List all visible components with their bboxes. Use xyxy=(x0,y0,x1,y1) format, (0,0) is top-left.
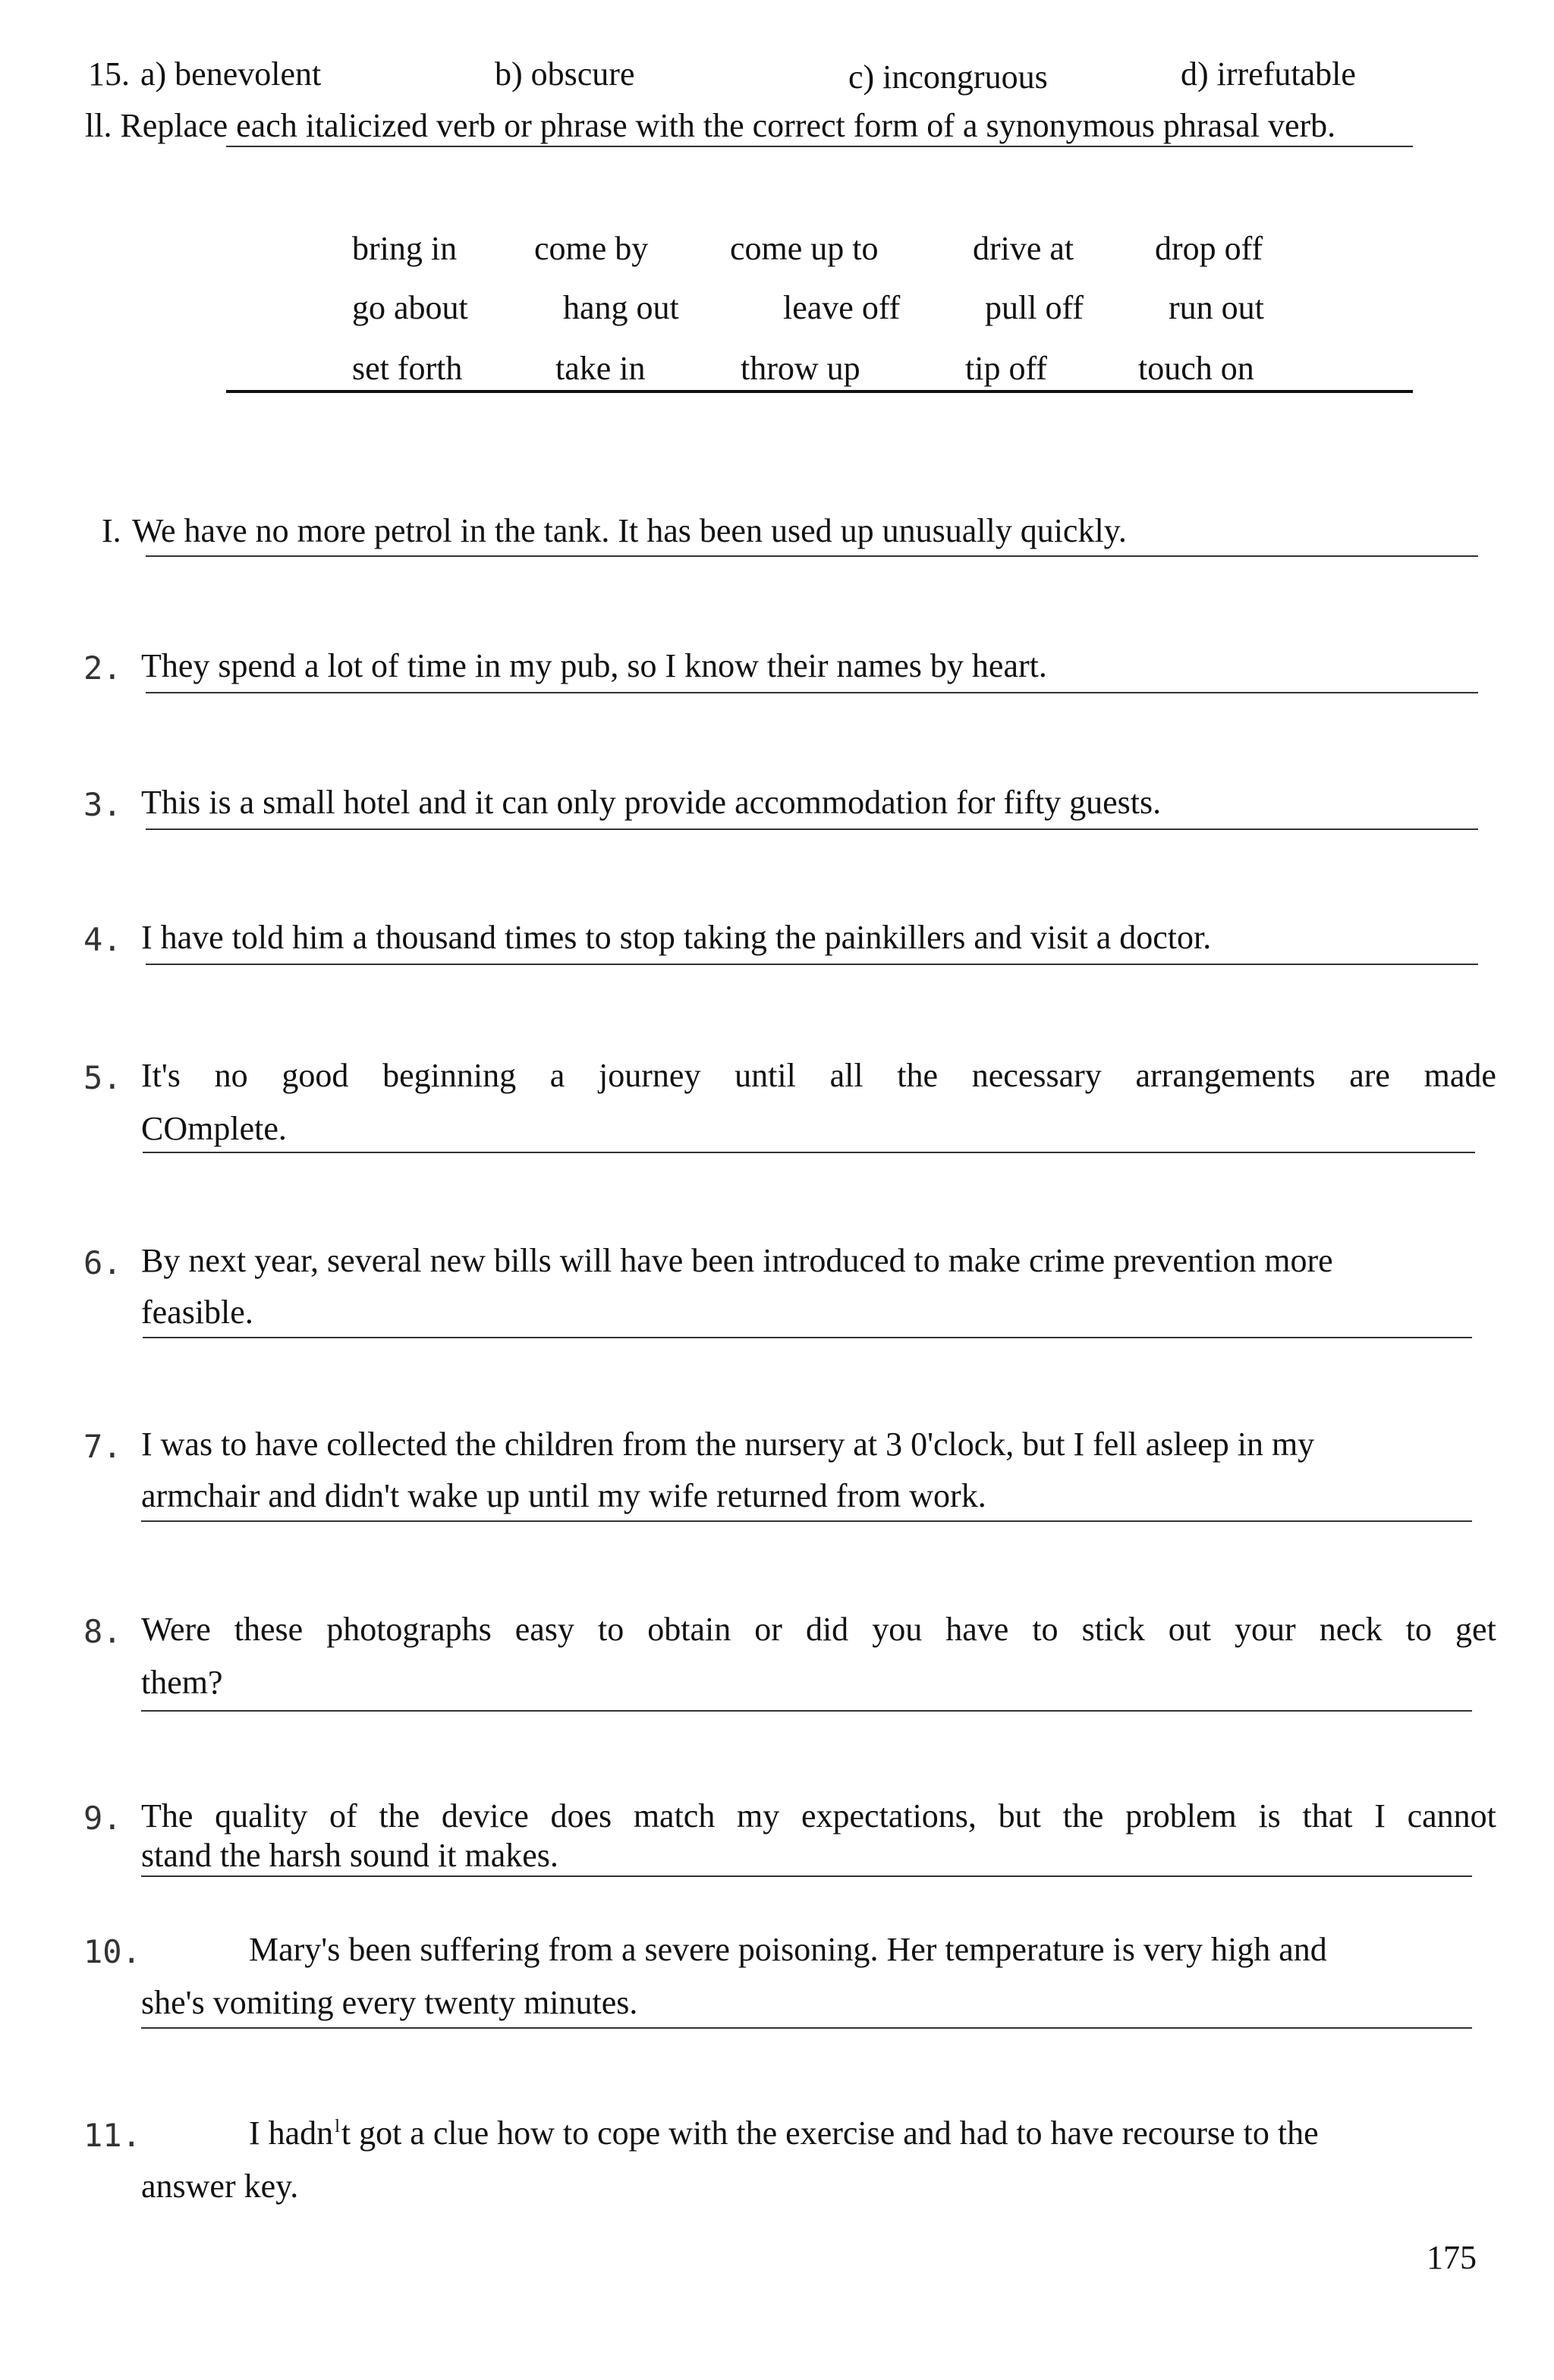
item-9-word: expectations, xyxy=(801,1797,977,1835)
item-6-number: 6. xyxy=(83,1244,122,1281)
item-11-line-1 xyxy=(249,2114,1319,2152)
q15-option-a: a) benevolent xyxy=(140,55,322,93)
item-5-word: until xyxy=(735,1057,796,1094)
item-11-text-a: I hadn xyxy=(249,2114,334,2152)
item-5-word: made xyxy=(1423,1057,1496,1094)
item-5-line-2: COmplete. xyxy=(141,1110,287,1147)
item-8-line-2: them? xyxy=(141,1664,223,1701)
item-8-line-1 xyxy=(141,1613,1496,1646)
item-9-word: The xyxy=(141,1797,193,1835)
item-9-word: I xyxy=(1374,1797,1386,1835)
item-5-word: It's xyxy=(141,1057,181,1094)
item-11-number: 11. xyxy=(83,2117,141,2154)
item-8-word: get xyxy=(1455,1611,1496,1648)
item-8-word: obtain xyxy=(647,1611,731,1648)
item-6-line-1: By next year, several new bills will have been introduced to make crime prevention more xyxy=(141,1242,1333,1279)
item-10-line-2: she's vomiting every twenty minutes. xyxy=(141,1984,638,2021)
item-9-word: match xyxy=(633,1797,716,1835)
item-8-word: your xyxy=(1235,1611,1296,1648)
item-8-word: neck xyxy=(1319,1611,1383,1648)
item-8-word: stick xyxy=(1081,1611,1145,1648)
item-4-text: I have told him a thousand times to stop taking the painkillers and visit a doctor. xyxy=(141,919,1212,956)
item-8-word: easy xyxy=(514,1611,574,1648)
q15-option-b: b) obscure xyxy=(495,55,635,93)
item-11-text-b: t got a clue how to cope with the exercise and had to have recourse to the xyxy=(341,2114,1319,2152)
item-10-answer-line xyxy=(141,2027,1472,2029)
item-5-word: a xyxy=(549,1057,565,1094)
item-9-word: quality xyxy=(215,1797,308,1835)
item-1-number: I. xyxy=(102,512,121,549)
heading-underline xyxy=(226,146,1413,147)
q15-option-d: d) irrefutable xyxy=(1181,55,1356,93)
item-10-number: 10. xyxy=(83,1933,141,1970)
item-5-word: journey xyxy=(599,1057,701,1094)
item-5-word: all xyxy=(829,1057,864,1094)
word-go-about: go about xyxy=(352,289,468,326)
item-5-word: no xyxy=(214,1057,248,1094)
item-9-word: cannot xyxy=(1407,1797,1496,1835)
item-1-answer-line xyxy=(146,555,1478,557)
item-8-word: photographs xyxy=(326,1611,492,1648)
word-run-out: run out xyxy=(1169,289,1264,326)
item-9-line-1 xyxy=(141,1797,1496,1835)
item-9-word: of xyxy=(329,1797,357,1835)
item-5-word: necessary xyxy=(971,1057,1102,1094)
item-6-answer-line xyxy=(143,1337,1472,1338)
item-9-answer-line xyxy=(141,1875,1472,1877)
item-8-word: Were xyxy=(141,1611,211,1648)
item-6-line-2: feasible. xyxy=(141,1294,253,1331)
item-8-answer-line xyxy=(141,1710,1472,1712)
item-9-word: problem xyxy=(1125,1797,1237,1835)
item-3-number: 3. xyxy=(83,786,122,823)
word-set-forth: set forth xyxy=(352,350,463,387)
q15-number: 15. xyxy=(88,55,130,93)
word-throw-up: throw up xyxy=(741,350,860,387)
word-hang-out: hang out xyxy=(563,289,679,326)
item-8-word: these xyxy=(234,1611,304,1648)
item-5-word: good xyxy=(282,1057,349,1094)
item-2-answer-line xyxy=(146,692,1478,693)
item-8-word: to xyxy=(1405,1611,1433,1648)
word-come-up-to: come up to xyxy=(730,230,879,267)
word-box-bottom-rule xyxy=(226,390,1413,393)
item-5-word: are xyxy=(1349,1057,1390,1094)
item-5-number: 5. xyxy=(83,1059,122,1096)
item-5-word: the xyxy=(897,1057,939,1094)
item-9-word: my xyxy=(737,1797,780,1835)
item-7-answer-line xyxy=(141,1520,1472,1522)
item-11-line-2: answer key. xyxy=(141,2168,299,2205)
item-5-answer-line xyxy=(143,1152,1475,1153)
item-4-number: 4. xyxy=(83,921,122,958)
word-touch-on: touch on xyxy=(1138,350,1254,387)
item-8-number: 8. xyxy=(83,1613,122,1650)
item-8-word: or xyxy=(754,1611,782,1648)
item-9-word: is xyxy=(1258,1797,1281,1835)
item-9-word: the xyxy=(379,1797,420,1835)
item-3-text: This is a small hotel and it can only provide accommodation for fifty guests. xyxy=(141,784,1162,821)
item-2-number: 2. xyxy=(83,649,122,687)
section-heading: ll. Replace each italicized verb or phrase with the correct form of a synonymous phrasal verb. xyxy=(85,107,1336,144)
item-8-word: have xyxy=(945,1611,1009,1648)
item-7-number: 7. xyxy=(83,1428,122,1465)
item-8-word: to xyxy=(597,1611,624,1648)
item-3-answer-line xyxy=(146,828,1478,830)
item-5-line-1 xyxy=(141,1059,1496,1093)
word-drive-at: drive at xyxy=(973,230,1074,267)
item-8-word: to xyxy=(1032,1611,1059,1648)
item-8-word: you xyxy=(872,1611,923,1648)
item-7-line-1: I was to have collected the children from the nursery at 3 0'clock, but I fell asleep in my xyxy=(141,1426,1315,1463)
item-9-word: device xyxy=(441,1797,529,1835)
item-1-text: We have no more petrol in the tank. It has been used up unusually quickly. xyxy=(132,512,1127,549)
item-8-word: out xyxy=(1168,1611,1211,1648)
word-bring-in: bring in xyxy=(352,230,458,267)
item-9-word: does xyxy=(550,1797,612,1835)
word-come-by: come by xyxy=(534,230,649,267)
item-5-word: beginning xyxy=(382,1057,517,1094)
item-9-line-2: stand the harsh sound it makes. xyxy=(141,1837,558,1874)
item-2-text: They spend a lot of time in my pub, so I know their names by heart. xyxy=(141,647,1047,684)
page-number: 175 xyxy=(1427,2239,1477,2276)
item-5-word: arrangements xyxy=(1135,1057,1316,1094)
item-9-word: that xyxy=(1302,1797,1353,1835)
word-tip-off: tip off xyxy=(965,350,1047,387)
item-11-mark: l xyxy=(335,2117,340,2137)
item-7-line-2: armchair and didn't wake up until my wife returned from work. xyxy=(141,1477,986,1514)
item-9-word: but xyxy=(998,1797,1041,1835)
word-take-in: take in xyxy=(555,350,646,387)
word-leave-off: leave off xyxy=(783,289,901,326)
item-9-number: 9. xyxy=(83,1800,122,1837)
word-pull-off: pull off xyxy=(985,289,1084,326)
item-9-word: the xyxy=(1062,1797,1104,1835)
item-10-line-1: Mary's been suffering from a severe poisoning. Her temperature is very high and xyxy=(249,1931,1327,1968)
word-drop-off: drop off xyxy=(1155,230,1263,267)
q15-option-c: c) incongruous xyxy=(848,58,1048,96)
item-8-word: did xyxy=(805,1611,849,1648)
item-4-answer-line xyxy=(146,964,1478,965)
